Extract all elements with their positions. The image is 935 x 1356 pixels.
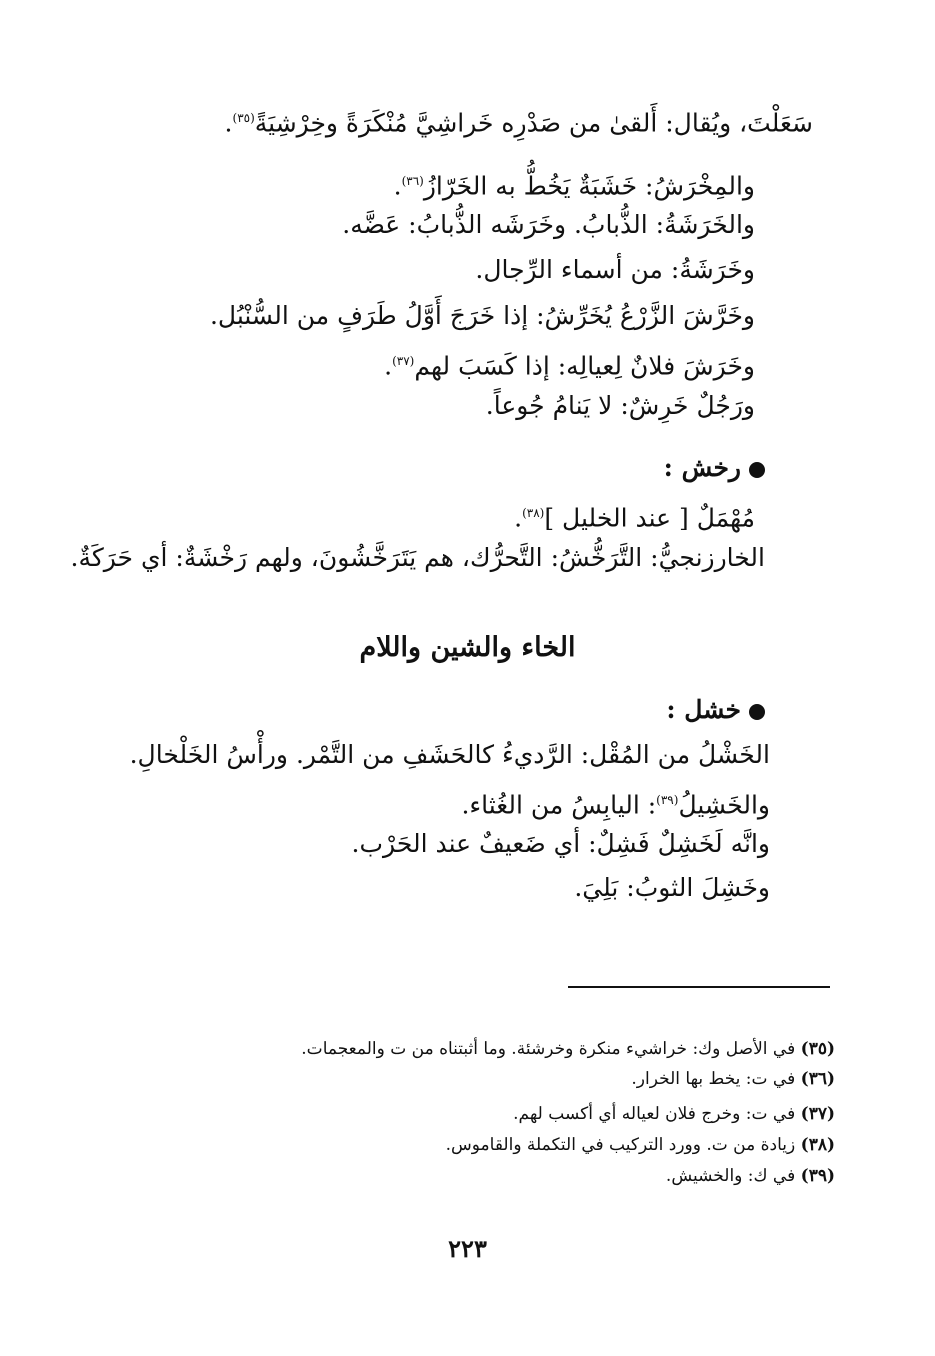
bullet-icon [749,704,765,720]
page-number: ٢٢٣ [448,1234,487,1263]
khashal-line-2: والخَشِيلُ$^{(٣٩)}$: اليابِسُ من الغُثاء. [461,790,770,820]
rakhsh-line-1: مُهْمَلٌ [ عند الخليل ]$^{(٣٨)}$. [514,503,755,533]
text-line-7: ورَجُلٌ خَرِشٌ: لا يَنامُ جُوعاً. [485,391,755,420]
footnote-ref-38[interactable]: (٣٨) [522,506,545,520]
footnote-37: (٣٧) في ت: وخرج فلان لعياله أي أكسب لهم. [513,1104,835,1124]
text-line-2: والمِخْرَشُ: خَشَبَةٌ يَخُطُّ به الخَرّازُ$^{(٣٦)}$. [393,171,755,201]
text-line-6: وخَرَشَ فلانٌ لِعيالِه: إذا كَسَبَ لهم$^{(٣٧)}$. [384,351,755,381]
text-line-1: سَعَلْتَ، ويُقال: أَلقىٰ من صَدْرِه خَراشِيَّ مُنْكَرَةً وخِرْشِيَةً$^{(٣٥)}$. [224,108,813,138]
section-title: الخاء والشين واللام [359,632,576,663]
entry-heading-rakhsh: رخش : [664,450,765,486]
rakhsh-line-2: الخارزنجيُّ: التَّرَخُّشُ: التَّحرُّك، هم يَتَرَخَّشُونَ، ولهم رَخْشَةٌ: أي حَرَكَةٌ. [70,543,765,572]
text-line-3: والخَرَشَةُ: الذُّبابُ. وخَرَشَه الذُّبابُ: عَضَّه. [342,210,755,239]
footnote-divider [568,986,830,988]
text-line-5: وخَرَّشَ الزَّرْعُ يُخَرِّشُ: إذا خَرَجَ أَوَّلُ طَرَفٍ من السُّنْبُل. [209,301,755,330]
khashal-line-3: وانَّه لَخَشِلٌ فَشِلٌ: أي ضَعيفٌ عند الحَرْب. [351,829,770,858]
footnote-ref-36[interactable]: (٣٦) [401,174,424,188]
bullet-icon [749,462,765,478]
footnote-ref-35[interactable]: (٣٥) [232,111,255,125]
footnote-36: (٣٦) في ت: يخط بها الخرار. [631,1069,835,1089]
khashal-line-1: الخَشْلُ من المُقْل: الرَّديءُ كالحَشَفِ من التَّمْر. ورأْسُ الخَلْخالِ. [129,740,770,769]
footnote-ref-39[interactable]: (٣٩) [656,793,679,807]
footnote-35: (٣٥) في الأصل وك: خراشيء منكرة وخرشئة. وما أثبتناه من ت والمعجمات. [301,1039,835,1059]
footnote-ref-37[interactable]: (٣٧) [392,354,415,368]
text-line-4: وخَرَشَةُ: من أسماء الرِّجال. [475,255,755,284]
footnote-38: (٣٨) زيادة من ت. وورد التركيب في التكملة والقاموس. [445,1135,835,1155]
khashal-line-4: وخَشِلَ الثوبُ: بَلِيَ. [574,873,770,902]
entry-heading-khashal: خشل : [666,692,765,728]
footnote-39: (٣٩) في ك: والخشيش. [665,1166,835,1186]
